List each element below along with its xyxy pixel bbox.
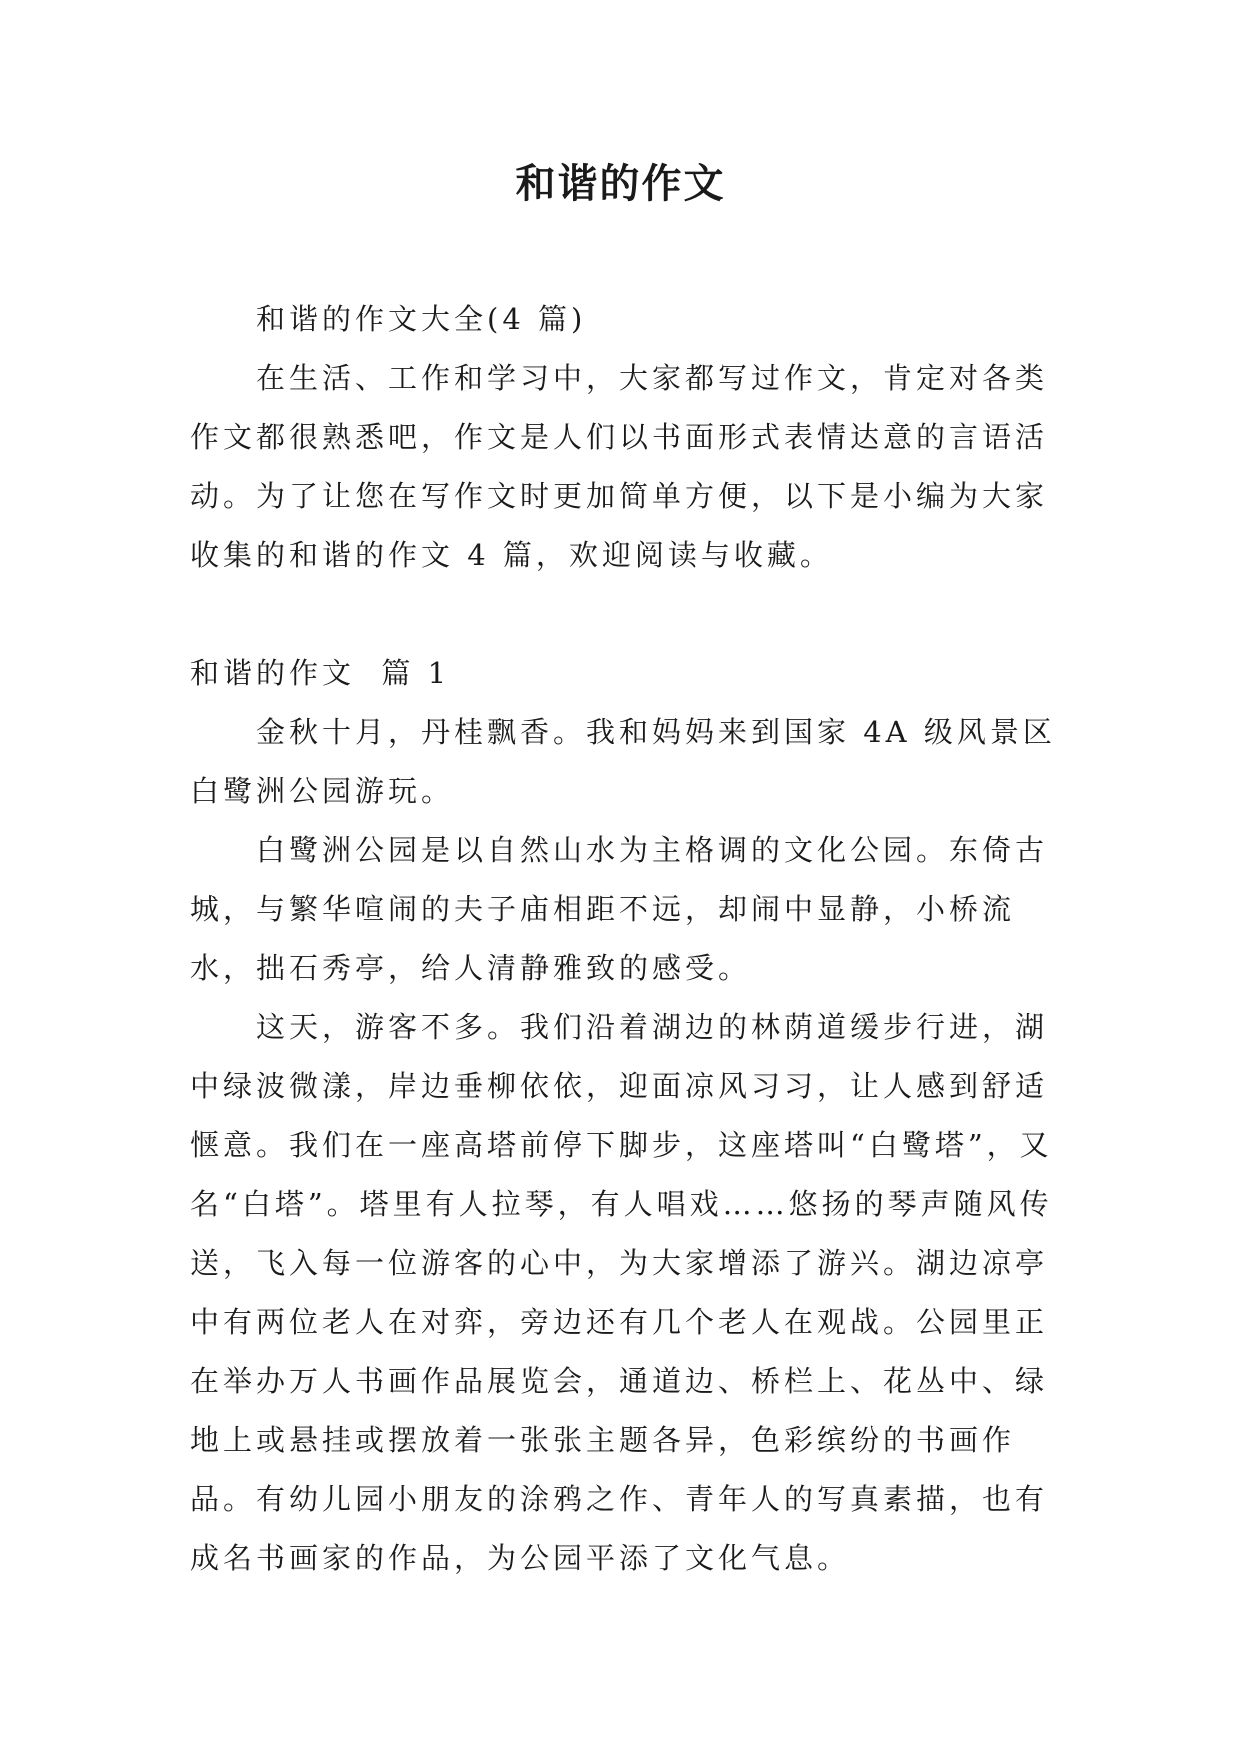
document-body [190,290,1056,1588]
section-paragraph-1: 金秋十月，丹桂飘香。我和妈妈来到国家 4A 级风景区白鹭洲公园游玩。 [190,715,1056,808]
document-title: 和谐的作文 [515,161,726,207]
intro-paragraph: 在生活、工作和学习中，大家都写过作文，肯定对各类作文都很熟悉吧，作文是人们以书面形式表情达意的言语活动。为了让您在写作文时更加简单方便，以下是小编为大家收集的和谐的作文 4 篇，欢迎阅读与收藏。 [190,361,1049,572]
section-paragraph-2: 白鹭洲公园是以自然山水为主格调的文化公园。东倚古城，与繁华喧闹的夫子庙相距不远，却闹中显静，小桥流水，拙石秀亭，给人清静雅致的感受。 [190,833,1049,985]
section-heading: 和谐的作文 篇 1 [190,656,451,690]
section-paragraph-3: 这天，游客不多。我们沿着湖边的林荫道缓步行进，湖中绿波微漾，岸边垂柳依依，迎面凉风习习，让人感到舒适惬意。我们在一座高塔前停下脚步，这座塔叫“白鹭塔”，又名“白塔”。塔里有人拉琴，有人唱戏……悠扬的琴声随风传送，飞入每一位游客的心中，为大家增添了游兴。湖边凉亭中有两位老人在对弈，旁边还有几个老人在观战。公园里正在举办万人书画作品展览会，通道边、桥栏上、花丛中、绿地上或悬挂或摆放着一张张主题各异，色彩缤纷的书画作品。有幼儿园小朋友的涂鸦之作、青年人的写真素描，也有成名书画家的作品，为公园平添了文化气息。 [190,1010,1053,1575]
intro-subtitle: 和谐的作文大全(4 篇) [256,302,587,336]
